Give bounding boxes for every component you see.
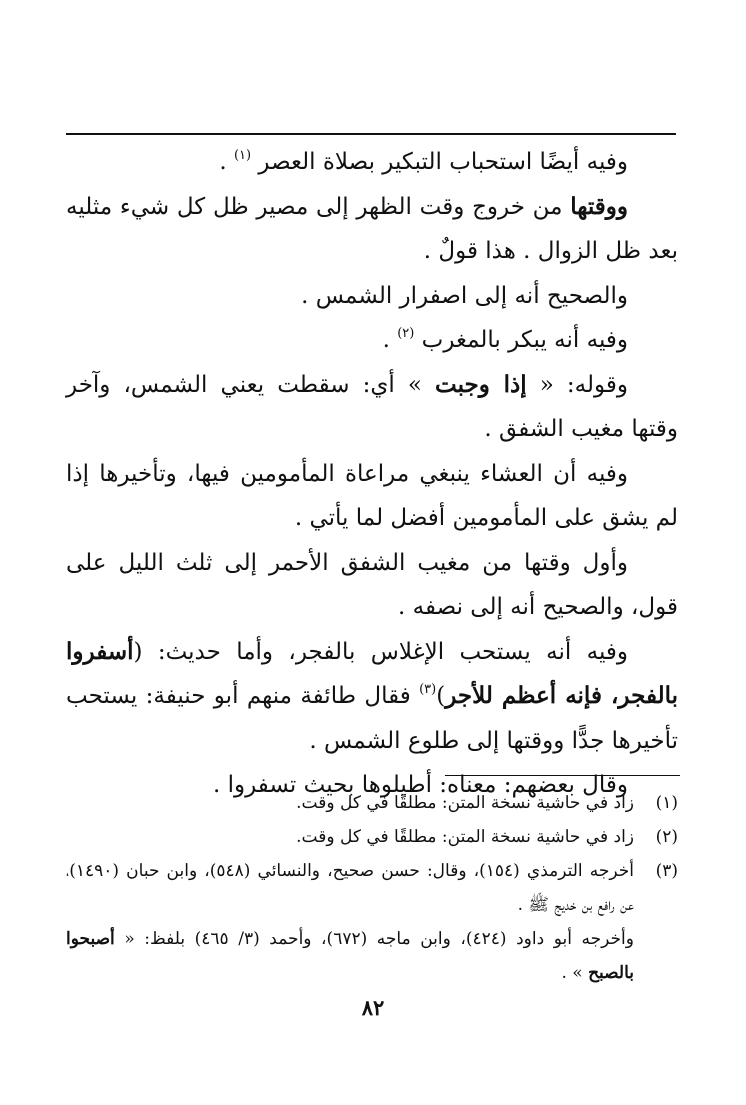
- footnote-marker: (١): [655, 793, 678, 813]
- footnote: (١) زاد في حاشية نسخة المتن: مطلقًا في كل وقت.: [66, 786, 678, 820]
- paragraph: وفيه أن العشاء ينبغي مراعاة المأمومين فيها، وتأخيرها إذا لم يشق على المأمومين أفضل لما يأتي .: [66, 460, 678, 531]
- footnote-ref: (١): [233, 148, 252, 163]
- paragraph: ووقتها من خروج وقت الظهر إلى مصير ظل كل شيء مثليه بعد ظل الزوال . هذا قولٌ .: [66, 192, 678, 264]
- top-divider: [66, 133, 676, 135]
- paragraph: والصحيح أنه إلى اصفرار الشمس .: [301, 282, 628, 309]
- paragraph: وفيه أنه يبكر بالمغرب $^{(٢)}$ .: [382, 326, 628, 353]
- footnote: (٢) زاد في حاشية نسخة المتن: مطلقًا في كل وقت.: [66, 820, 678, 854]
- footnote-divider: [445, 775, 680, 776]
- paragraph: وقوله: « إذا وجبت » أي: سقطت يعني الشمس، وآخر وقتها مغيب الشفق .: [66, 370, 678, 442]
- paragraph: وفيه أيضًا استحباب التبكير بصلاة العصر $^{(١)}$ .: [219, 148, 628, 175]
- footnote-ref: (٢): [397, 326, 415, 341]
- paragraph: وفيه أنه يستحب الإغلاس بالفجر، وأما حديث: (أسفروا بالفجر، فإنه أعظم للأجر)$^{(٣)}$ فقال طائفة منهم أبو حنيفة: يستحب تأخيرها جدًّا ووقتها إلى طلوع الشمس .: [66, 637, 678, 754]
- footnote-marker: (٢): [655, 827, 678, 847]
- footnotes: [66, 786, 678, 990]
- page-number: ٨٢: [361, 995, 385, 1020]
- footnote-marker: (٣): [655, 861, 678, 881]
- footnote-ref: (٣): [419, 682, 437, 697]
- footnote-continuation: وأخرجه أبو داود (٤٢٤)، وابن ماجه (٦٧٢)، وأحمد (٣/ ٤٦٥) بلفظ: « أصبحوا بالصبح » .: [66, 929, 634, 983]
- paragraph: وأول وقتها من مغيب الشفق الأحمر إلى ثلث الليل على قول، والصحيح أنه إلى نصفه .: [66, 549, 678, 620]
- paragraph: وقال بعضهم: معناه: أطيلوها بحيث تسفروا .: [212, 772, 628, 798]
- main-text: [66, 140, 678, 808]
- footnote: (٣) أخرجه الترمذي (١٥٤)، وقال: حسن صحيح، والنسائي (٥٤٨)، وابن حبان (١٤٩٠)، عن رافع بن خديج ﷺ .: [66, 854, 678, 922]
